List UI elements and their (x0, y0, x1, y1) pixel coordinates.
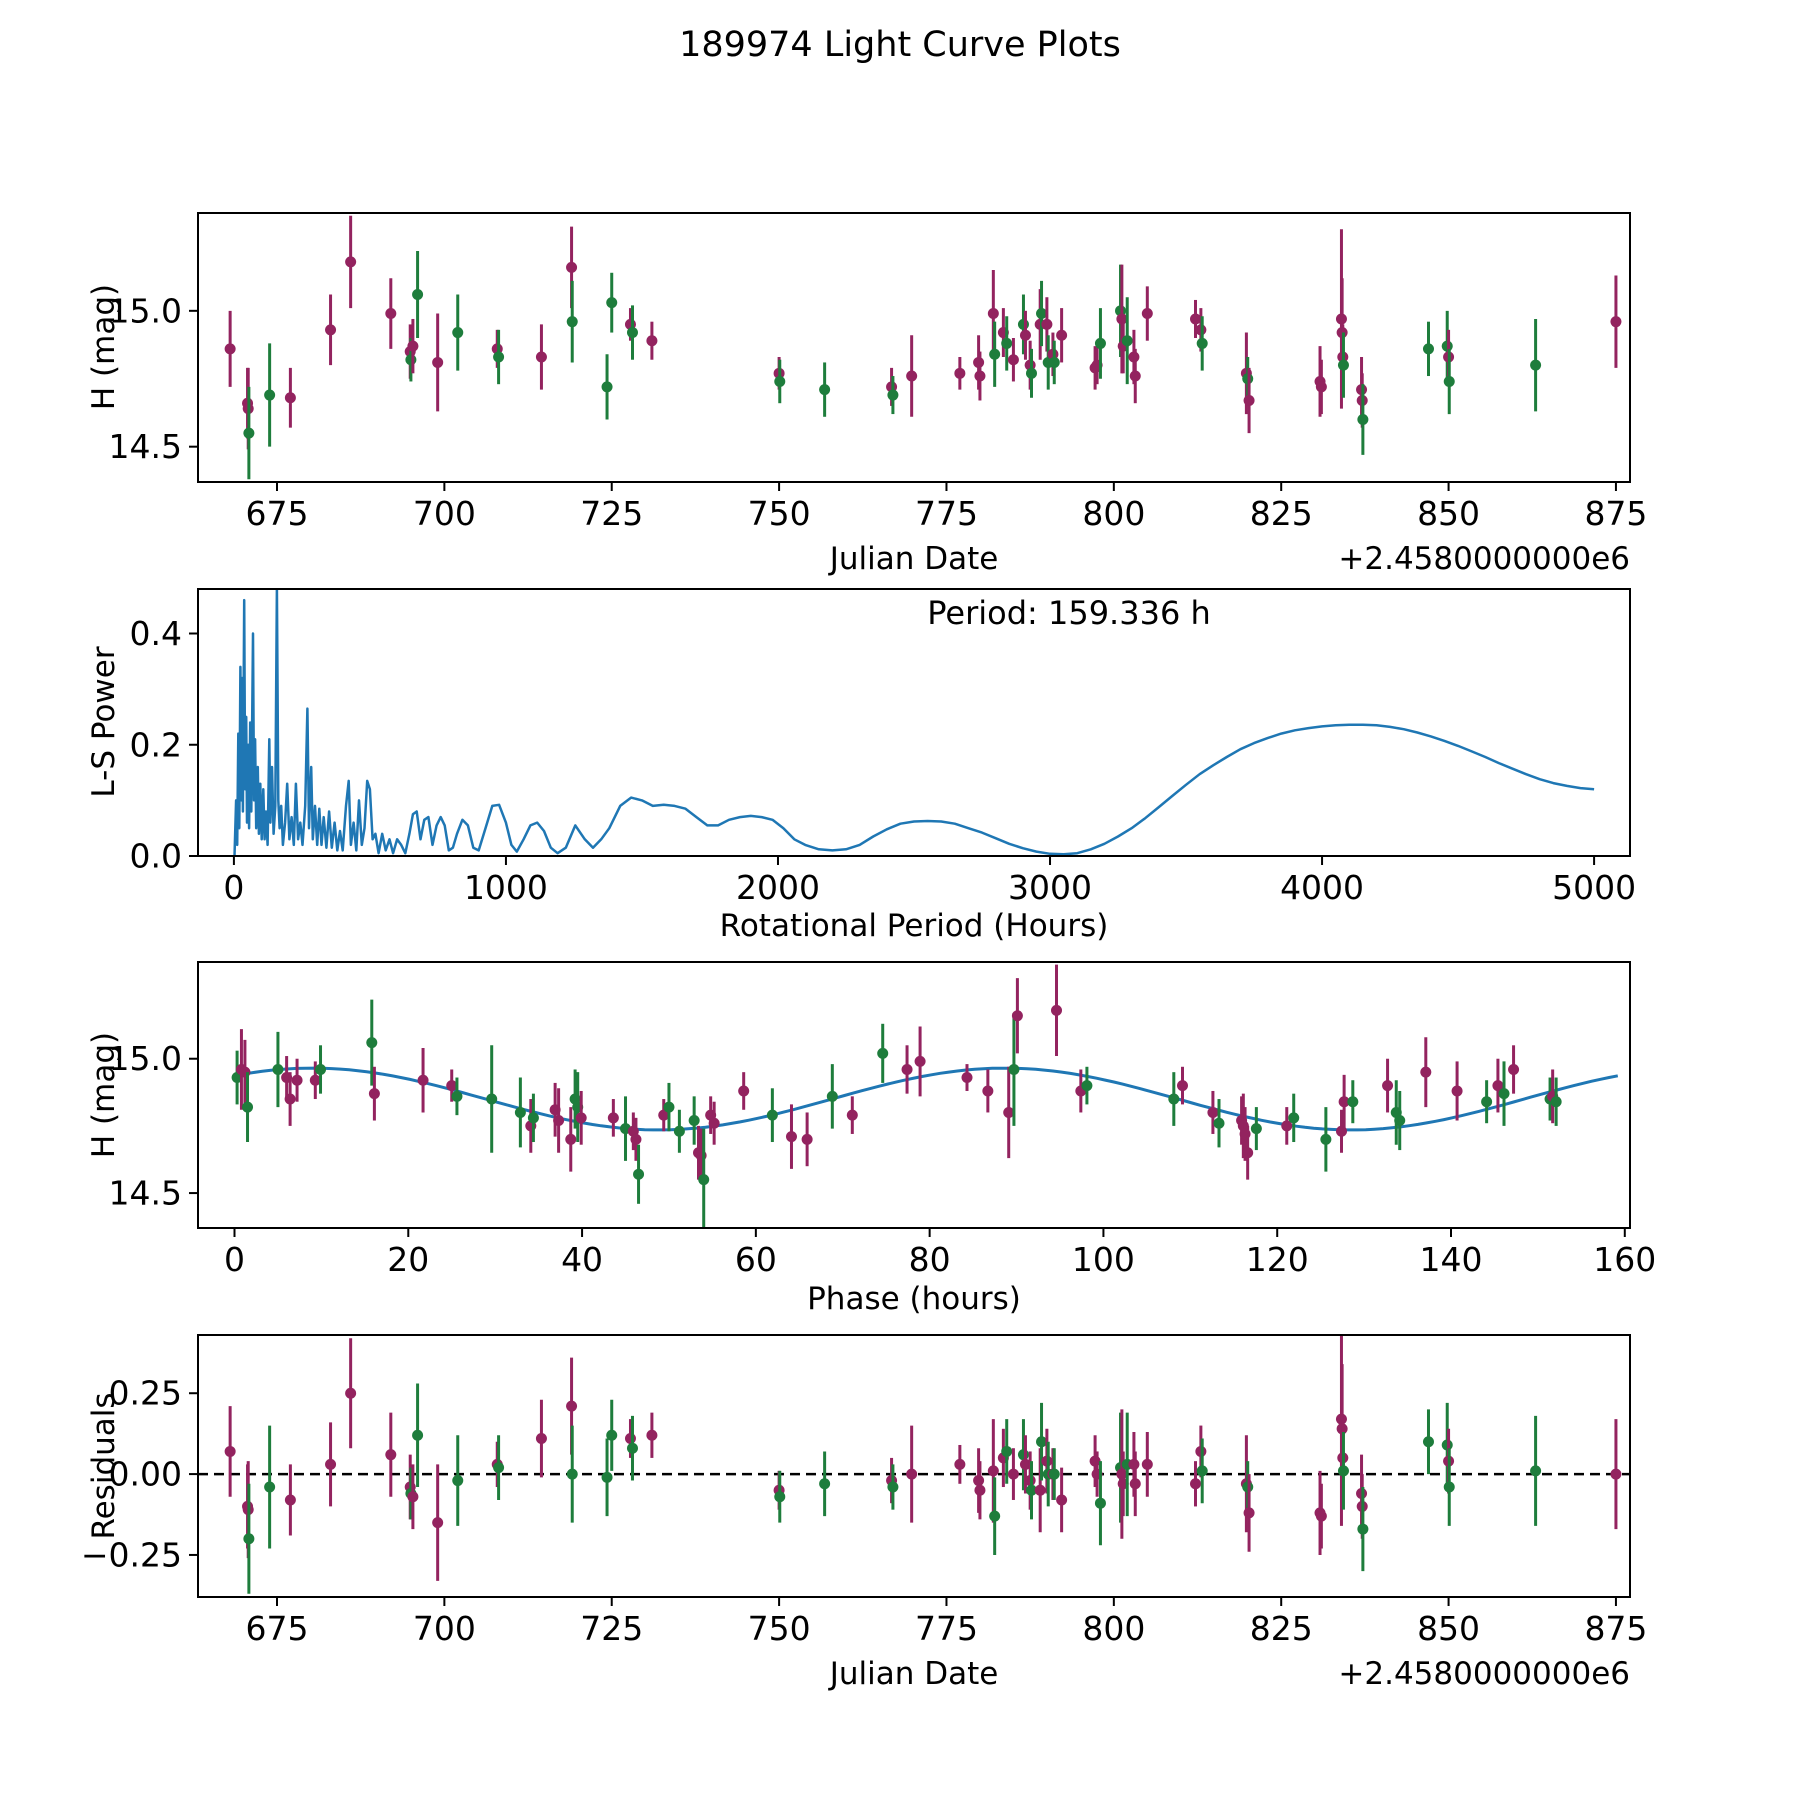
data-point (225, 1446, 236, 1457)
data-point (566, 1401, 577, 1412)
data-point (325, 324, 336, 335)
data-point (709, 1118, 720, 1129)
data-point (432, 357, 443, 368)
lightcurve-xlabel: Julian Date (829, 541, 999, 577)
periodogram-power-curve (235, 587, 1595, 856)
x-tick-label: 800 (1082, 1608, 1146, 1648)
data-point (272, 1064, 283, 1075)
y-tick-label: 0.2 (129, 725, 182, 765)
data-point (243, 428, 254, 439)
best-period-annotation: Period: 159.336 h (927, 594, 1211, 632)
x-tick-label: 775 (914, 1608, 978, 1648)
data-point (962, 1072, 973, 1083)
data-point (292, 1075, 303, 1086)
data-point (974, 371, 985, 382)
data-point (345, 1388, 356, 1399)
data-point (567, 1469, 578, 1480)
data-point (774, 1491, 785, 1502)
data-point (418, 1075, 429, 1086)
data-point (385, 308, 396, 319)
x-tick-label: 0 (223, 867, 245, 907)
data-point (906, 371, 917, 382)
data-point (847, 1110, 858, 1121)
sinusoid-fit-curve (236, 1068, 1618, 1130)
data-point (887, 1482, 898, 1493)
x-tick-label: 750 (747, 493, 811, 533)
data-point (1036, 308, 1047, 319)
data-point (767, 1110, 778, 1121)
data-point (1420, 1067, 1431, 1078)
data-point (954, 1459, 965, 1470)
data-point (1423, 1436, 1434, 1447)
data-point (1610, 1469, 1621, 1480)
data-point (1452, 1085, 1463, 1096)
data-point (493, 1462, 504, 1473)
y-tick-label: 0.4 (129, 614, 182, 653)
data-point (674, 1126, 685, 1137)
x-tick-label: 675 (245, 493, 309, 533)
x-tick-label: 4000 (1280, 867, 1365, 907)
data-point (412, 289, 423, 300)
data-point (1338, 360, 1349, 371)
data-point (405, 354, 416, 365)
data-point (536, 352, 547, 363)
data-point (602, 1472, 613, 1483)
x-tick-label: 140 (1419, 1239, 1483, 1279)
data-point (285, 1494, 296, 1505)
data-point (1316, 1511, 1327, 1522)
data-point (1338, 1465, 1349, 1476)
x-tick-label: 750 (747, 1608, 811, 1648)
data-point (1026, 368, 1037, 379)
x-tick-label: 875 (1584, 1608, 1648, 1648)
data-point (1142, 308, 1153, 319)
data-point (1008, 1469, 1019, 1480)
x-tick-label: 700 (412, 493, 476, 533)
phase-xlabel: Phase (hours) (807, 1281, 1021, 1317)
data-point (1049, 357, 1060, 368)
x-tick-label: 2000 (735, 867, 820, 907)
data-point (345, 256, 356, 267)
data-point (1251, 1123, 1262, 1134)
data-point (1207, 1107, 1218, 1118)
data-point (1177, 1080, 1188, 1091)
x-tick-label: 80 (908, 1239, 951, 1279)
data-point (1551, 1096, 1562, 1107)
residuals-points (225, 1312, 1622, 1593)
data-point (452, 327, 463, 338)
lightcurve-ylabel: H (mag) (86, 283, 122, 411)
lightcurve-points (225, 216, 1622, 480)
x-tick-label: 1000 (463, 867, 548, 907)
data-point (1095, 338, 1106, 349)
y-tick-label: 15.0 (108, 291, 182, 331)
y-tick-label: 0.25 (108, 1373, 182, 1413)
periodogram-ylabel: L-S Power (86, 646, 122, 798)
phase-points (232, 965, 1562, 1231)
data-point (1130, 1478, 1141, 1489)
data-point (315, 1064, 326, 1075)
data-point (1444, 376, 1455, 387)
data-point (486, 1094, 497, 1105)
data-point (1382, 1080, 1393, 1091)
y-tick-label: −0.25 (80, 1535, 182, 1575)
x-tick-label: 160 (1593, 1239, 1657, 1279)
data-point (819, 384, 830, 395)
data-point (566, 262, 577, 273)
data-point (988, 308, 999, 319)
panel-phase (109, 962, 1657, 1279)
x-tick-label: 850 (1417, 1608, 1481, 1648)
data-point (1197, 1465, 1208, 1476)
data-point (225, 343, 236, 354)
data-point (1041, 319, 1052, 330)
data-point (1142, 1459, 1153, 1470)
data-point (974, 1485, 985, 1496)
data-point (774, 376, 785, 387)
data-point (1001, 338, 1012, 349)
data-point (786, 1131, 797, 1142)
data-point (1423, 343, 1434, 354)
lightcurve-ticks (109, 291, 1648, 532)
data-point (1190, 313, 1201, 324)
periodogram-xlabel: Rotational Period (Hours) (719, 908, 1109, 944)
data-point (1357, 1524, 1368, 1535)
data-point (989, 1511, 1000, 1522)
data-point (633, 1169, 644, 1180)
x-tick-label: 120 (1245, 1239, 1309, 1279)
data-point (325, 1459, 336, 1470)
data-point (285, 392, 296, 403)
data-point (1012, 1010, 1023, 1021)
panel-lightcurve (109, 213, 1648, 533)
y-tick-label: 14.5 (108, 427, 182, 467)
phase-ylabel: H (mag) (86, 1031, 122, 1159)
data-point (407, 341, 418, 352)
x-tick-label: 700 (412, 1608, 476, 1648)
periodogram-ticks (130, 614, 1637, 907)
data-point (602, 381, 613, 392)
data-point (1056, 1494, 1067, 1505)
x-tick-label: 20 (387, 1239, 430, 1279)
data-point (1018, 319, 1029, 330)
data-point (627, 327, 638, 338)
data-point (1508, 1064, 1519, 1075)
data-point (802, 1134, 813, 1145)
data-point (1242, 1147, 1253, 1158)
data-point (1213, 1118, 1224, 1129)
data-point (608, 1112, 619, 1123)
data-point (1244, 1507, 1255, 1518)
data-point (663, 1102, 674, 1113)
data-point (1394, 1115, 1405, 1126)
residuals-ylabel: Residuals (86, 1392, 122, 1540)
residuals-axis-offset: +2.4580000000e6 (1338, 1656, 1630, 1692)
data-point (1051, 1005, 1062, 1016)
data-point (1122, 335, 1133, 346)
data-point (242, 1102, 253, 1113)
data-point (1530, 360, 1541, 371)
x-tick-label: 825 (1249, 493, 1313, 533)
data-point (1610, 316, 1621, 327)
x-tick-label: 800 (1082, 493, 1146, 533)
data-point (1347, 1096, 1358, 1107)
data-point (1008, 354, 1019, 365)
data-point (698, 1174, 709, 1185)
data-point (1530, 1465, 1541, 1476)
data-point (576, 1112, 587, 1123)
data-point (989, 349, 1000, 360)
residuals-ticks (81, 1374, 1648, 1648)
data-point (1090, 1456, 1101, 1467)
data-point (366, 1037, 377, 1048)
x-tick-label: 725 (580, 493, 644, 533)
x-tick-label: 875 (1584, 493, 1648, 533)
data-point (565, 1134, 576, 1145)
data-point (1095, 1498, 1106, 1509)
data-point (1190, 1478, 1201, 1489)
x-tick-label: 675 (245, 1608, 309, 1648)
data-point (1499, 1088, 1510, 1099)
data-point (432, 1517, 443, 1528)
data-point (1316, 381, 1327, 392)
data-point (1357, 414, 1368, 425)
data-point (819, 1478, 830, 1489)
data-point (1056, 330, 1067, 341)
data-point (1008, 1064, 1019, 1075)
data-point (902, 1064, 913, 1075)
data-point (567, 316, 578, 327)
data-point (877, 1048, 888, 1059)
data-point (285, 1094, 296, 1105)
data-point (915, 1056, 926, 1067)
panel-residuals (81, 1312, 1648, 1647)
data-point (1130, 371, 1141, 382)
data-point (451, 1091, 462, 1102)
data-point (407, 1491, 418, 1502)
data-point (627, 1443, 638, 1454)
x-tick-label: 5000 (1552, 867, 1637, 907)
residuals-xlabel: Julian Date (829, 1656, 999, 1692)
data-point (1049, 1469, 1060, 1480)
data-point (606, 297, 617, 308)
x-tick-label: 825 (1249, 1608, 1313, 1648)
data-point (515, 1107, 526, 1118)
data-point (646, 1430, 657, 1441)
data-point (493, 352, 504, 363)
data-point (1481, 1096, 1492, 1107)
data-point (1168, 1094, 1179, 1105)
x-tick-label: 850 (1417, 493, 1481, 533)
data-point (988, 1465, 999, 1476)
data-point (689, 1115, 700, 1126)
data-point (536, 1433, 547, 1444)
data-point (646, 335, 657, 346)
data-point (906, 1469, 917, 1480)
data-point (1035, 1485, 1046, 1496)
data-point (1288, 1112, 1299, 1123)
data-point (243, 1533, 254, 1544)
data-point (1020, 330, 1031, 341)
data-point (982, 1085, 993, 1096)
data-point (1081, 1080, 1092, 1091)
y-tick-label: 0.00 (108, 1454, 182, 1494)
data-point (369, 1088, 380, 1099)
data-point (738, 1085, 749, 1096)
data-point (528, 1112, 539, 1123)
data-point (264, 390, 275, 401)
x-tick-label: 775 (914, 493, 978, 533)
lightcurve-axis-offset: +2.4580000000e6 (1338, 541, 1630, 577)
y-tick-label: 0.0 (129, 836, 182, 876)
x-tick-label: 100 (1071, 1239, 1135, 1279)
axes-frame (198, 962, 1630, 1228)
data-point (954, 368, 965, 379)
x-tick-label: 725 (580, 1608, 644, 1648)
data-point (1018, 1449, 1029, 1460)
data-point (606, 1430, 617, 1441)
y-tick-label: 15.0 (108, 1039, 182, 1079)
x-tick-label: 0 (223, 1239, 245, 1279)
x-tick-label: 60 (734, 1239, 777, 1279)
data-point (264, 1482, 275, 1493)
data-point (630, 1134, 641, 1145)
data-point (385, 1449, 396, 1460)
data-point (553, 1115, 564, 1126)
y-tick-label: 14.5 (108, 1173, 182, 1213)
data-point (827, 1091, 838, 1102)
data-point (887, 390, 898, 401)
panel-periodogram (130, 587, 1637, 906)
data-point (1036, 1436, 1047, 1447)
data-point (1320, 1134, 1331, 1145)
data-point (1244, 395, 1255, 406)
data-point (412, 1430, 423, 1441)
figure-title: 189974 Light Curve Plots (679, 25, 1121, 65)
data-point (1197, 338, 1208, 349)
data-point (1001, 1446, 1012, 1457)
data-point (452, 1475, 463, 1486)
x-tick-label: 3000 (1008, 867, 1093, 907)
data-point (1444, 1482, 1455, 1493)
x-tick-label: 40 (561, 1239, 604, 1279)
data-point (625, 1433, 636, 1444)
